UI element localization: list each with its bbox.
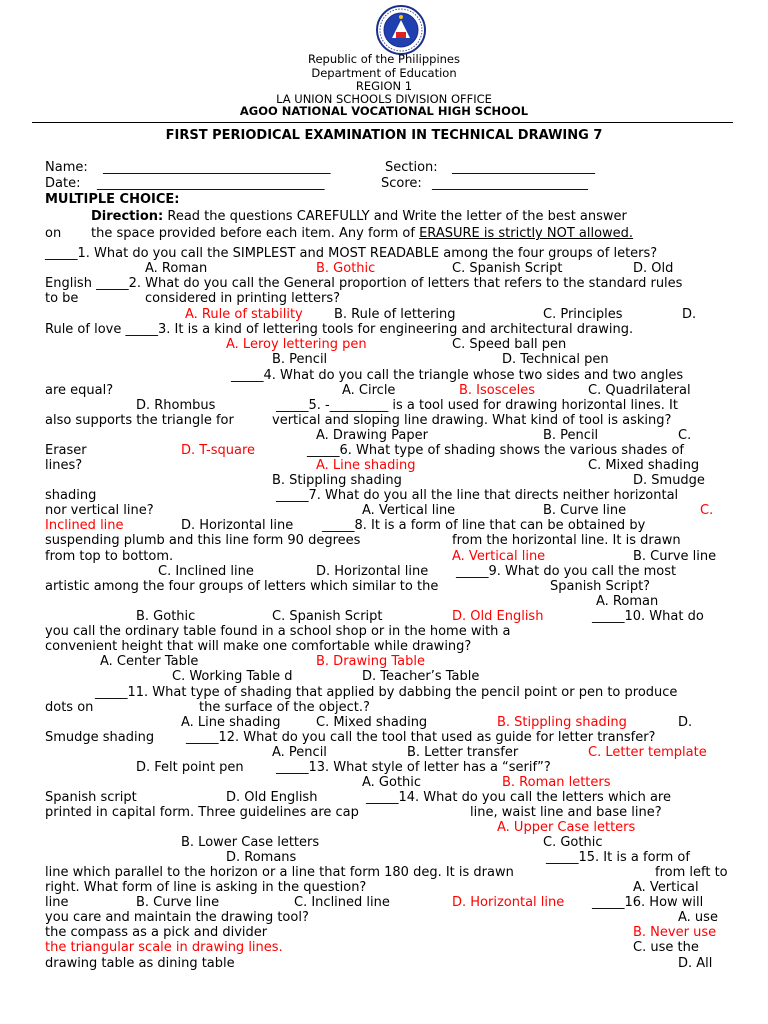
- question-text: vertical and sloping line drawing. What kind of tool is asking?: [272, 413, 672, 428]
- question-text: are equal?: [45, 383, 114, 398]
- question-text: right. What form of line is asking in the question?: [45, 880, 367, 895]
- question-text: artistic among the four groups of letters which similar to the: [45, 579, 439, 594]
- header-school: AGOO NATIONAL VOCATIONAL HIGH SCHOOL: [239, 104, 529, 118]
- question-text: C. Mixed shading: [588, 458, 700, 473]
- question-text: considered in printing letters?: [145, 291, 340, 306]
- question-text: suspending plumb and this line form 90 degrees: [45, 533, 361, 548]
- question-text: lines?: [45, 458, 83, 473]
- header-republic: Republic of the Philippines: [307, 52, 461, 66]
- question-text: line which parallel to the horizon or a line that form 180 deg. It is drawn: [45, 865, 514, 880]
- question-text: the compass as a pick and divider: [45, 925, 268, 940]
- erasure-warning: ERASURE is strictly NOT allowed.: [419, 226, 634, 241]
- question-text: B. Rule of lettering: [334, 307, 456, 322]
- question-text: _____12. What do you call the tool that used as guide for letter transfer?: [186, 730, 656, 745]
- question-text: _____5. -_________ is a tool used for drawing horizontal lines. It: [276, 398, 678, 413]
- answer-key-text: A. Line shading: [316, 458, 416, 473]
- answer-key-text: B. Never use: [633, 925, 717, 940]
- question-text: Spanish script: [45, 790, 137, 805]
- answer-key-text: B. Isosceles: [459, 383, 536, 398]
- direction-text-2: the space provided before each item. Any form of: [91, 226, 420, 241]
- answer-key-text: the triangular scale in drawing lines.: [45, 940, 283, 955]
- question-text: Smudge shading: [45, 730, 155, 745]
- question-text: English _____2. What do you call the General proportion of letters that refers to the standard rules: [45, 276, 683, 291]
- question-text: Rule of love _____3. It is a kind of lettering tools for engineering and architectural drawing.: [45, 322, 634, 337]
- section-heading: MULTIPLE CHOICE:: [45, 192, 180, 207]
- question-text: _____6. What type of shading shows the various shades of: [307, 443, 684, 458]
- question-text: line: [45, 895, 69, 910]
- question-text: D. Teacher’s Table: [362, 669, 480, 684]
- question-text: from the horizontal line. It is drawn: [452, 533, 681, 548]
- question-text: from left to: [655, 865, 728, 880]
- question-text: _____15. It is a form of: [546, 850, 690, 865]
- question-text: A. Roman: [596, 594, 659, 609]
- name-field[interactable]: ___________________________________: [103, 160, 331, 175]
- question-text: D. Old: [633, 261, 674, 276]
- question-text: B. Stippling shading: [272, 473, 402, 488]
- answer-key-text: A. Rule of stability: [185, 307, 303, 322]
- question-text: D. Felt point pen: [136, 760, 244, 775]
- question-text: A. Vertical line: [362, 503, 456, 518]
- section-field[interactable]: ______________________: [452, 160, 595, 175]
- question-text: shading: [45, 488, 97, 503]
- direction-label: Direction:: [91, 209, 164, 224]
- question-text: you call the ordinary table found in a school shop or in the home with a: [45, 624, 511, 639]
- question-text: C. Spanish Script: [272, 609, 383, 624]
- question-text: _____10. What do: [592, 609, 704, 624]
- name-label: Name:: [45, 160, 88, 175]
- date-label: Date:: [45, 176, 81, 191]
- question-text: D. Romans: [226, 850, 297, 865]
- question-text: D. Rhombus: [136, 398, 216, 413]
- header-region: REGION 1: [355, 79, 413, 93]
- question-text: line, waist line and base line?: [470, 805, 662, 820]
- question-text: D. Horizontal line: [181, 518, 294, 533]
- seal-icon: [370, 4, 432, 56]
- question-text: you care and maintain the drawing tool?: [45, 910, 309, 925]
- question-text: B. Gothic: [136, 609, 196, 624]
- question-text: nor vertical line?: [45, 503, 154, 518]
- question-text: B. Lower Case letters: [181, 835, 320, 850]
- question-text: D. All: [678, 956, 713, 971]
- deped-seal: [370, 4, 432, 56]
- question-text: B. Pencil: [543, 428, 599, 443]
- question-text: C. Speed ball pen: [452, 337, 567, 352]
- answer-key-text: B. Drawing Table: [316, 654, 425, 669]
- question-text: A. use: [678, 910, 718, 925]
- header-divider: [32, 122, 733, 123]
- answer-key-text: D. T-square: [181, 443, 256, 458]
- question-text: Eraser: [45, 443, 87, 458]
- question-text: C.: [678, 428, 692, 443]
- question-text: A. Circle: [342, 383, 396, 398]
- question-text: D. Smudge: [633, 473, 705, 488]
- answer-key-text: Inclined line: [45, 518, 124, 533]
- direction-text: Read the questions CAREFULLY and Write the letter of the best answer: [163, 209, 627, 224]
- question-text: C. Inclined line: [294, 895, 390, 910]
- question-text: _____8. It is a form of line that can be obtained by: [322, 518, 646, 533]
- direction-line-2: [91, 226, 633, 241]
- question-text: _____13. What style of letter has a “serif”?: [276, 760, 551, 775]
- question-text: B. Curve line: [633, 549, 717, 564]
- answer-key-text: D. Horizontal line: [452, 895, 565, 910]
- answer-key-text: C.: [700, 503, 714, 518]
- answer-key-text: B. Stippling shading: [497, 715, 627, 730]
- question-text: drawing table as dining table: [45, 956, 235, 971]
- question-text: D. Horizontal line: [316, 564, 429, 579]
- question-text: D.: [682, 307, 697, 322]
- question-text: C. Working Table d: [172, 669, 293, 684]
- question-text: C. Inclined line: [158, 564, 254, 579]
- question-text: from top to bottom.: [45, 549, 174, 564]
- score-field[interactable]: ________________________: [432, 176, 588, 191]
- section-label: Section:: [385, 160, 438, 175]
- question-text: B. Curve line: [543, 503, 627, 518]
- question-text: printed in capital form. Three guidelines are cap: [45, 805, 359, 820]
- question-text: C. Gothic: [543, 835, 603, 850]
- answer-key-text: B. Gothic: [316, 261, 376, 276]
- answer-key-text: B. Roman letters: [502, 775, 611, 790]
- question-text: B. Letter transfer: [407, 745, 519, 760]
- direction-line-1: [91, 209, 627, 224]
- answer-key-text: D. Old English: [452, 609, 544, 624]
- question-text: _____14. What do you call the letters which are: [366, 790, 671, 805]
- question-text: _____9. What do you call the most: [456, 564, 677, 579]
- question-text: _____4. What do you call the triangle whose two sides and two angles: [231, 368, 684, 383]
- question-text: also supports the triangle for: [45, 413, 234, 428]
- question-text: B. Pencil: [272, 352, 328, 367]
- question-text: _____16. How will: [592, 895, 704, 910]
- answer-key-text: A. Leroy lettering pen: [226, 337, 367, 352]
- question-text: the surface of the object.?: [199, 700, 370, 715]
- answer-key-text: A. Vertical line: [452, 549, 546, 564]
- question-text: A. Vertical: [633, 880, 699, 895]
- question-text: _____11. What type of shading that applied by dabbing the pencil point or pen to produce: [95, 685, 678, 700]
- direction-line-2a: on: [45, 226, 62, 241]
- question-text: dots on: [45, 700, 94, 715]
- answer-key-text: A. Upper Case letters: [497, 820, 636, 835]
- question-text: D.: [678, 715, 693, 730]
- question-text: C. use the: [633, 940, 699, 955]
- question-text: A. Line shading: [181, 715, 281, 730]
- header-division: LA UNION SCHOOLS DIVISION OFFICE: [276, 92, 492, 106]
- question-text: C. Mixed shading: [316, 715, 428, 730]
- question-text: C. Spanish Script: [452, 261, 563, 276]
- question-text: A. Drawing Paper: [316, 428, 428, 443]
- header-department: Department of Education: [311, 66, 457, 80]
- question-text: Spanish Script?: [550, 579, 651, 594]
- question-text: _____7. What do you all the line that directs neither horizontal: [276, 488, 679, 503]
- question-text: to be: [45, 291, 79, 306]
- date-field[interactable]: ___________________________________: [97, 176, 325, 191]
- question-text: C. Quadrilateral: [588, 383, 691, 398]
- question-text: D. Old English: [226, 790, 318, 805]
- question-text: D. Technical pen: [502, 352, 609, 367]
- answer-key-text: C. Letter template: [588, 745, 707, 760]
- question-text: C. Principles: [543, 307, 623, 322]
- question-text: B. Curve line: [136, 895, 220, 910]
- question-text: A. Gothic: [362, 775, 422, 790]
- score-label: Score:: [381, 176, 422, 191]
- question-text: A. Center Table: [100, 654, 199, 669]
- question-text: A. Pencil: [272, 745, 327, 760]
- question-text: _____1. What do you call the SIMPLEST and MOST READABLE among the four groups of leters?: [45, 246, 658, 261]
- question-text: A. Roman: [145, 261, 208, 276]
- question-text: convenient height that will make one comfortable while drawing?: [45, 639, 472, 654]
- exam-title: FIRST PERIODICAL EXAMINATION IN TECHNICAL DRAWING 7: [165, 128, 603, 143]
